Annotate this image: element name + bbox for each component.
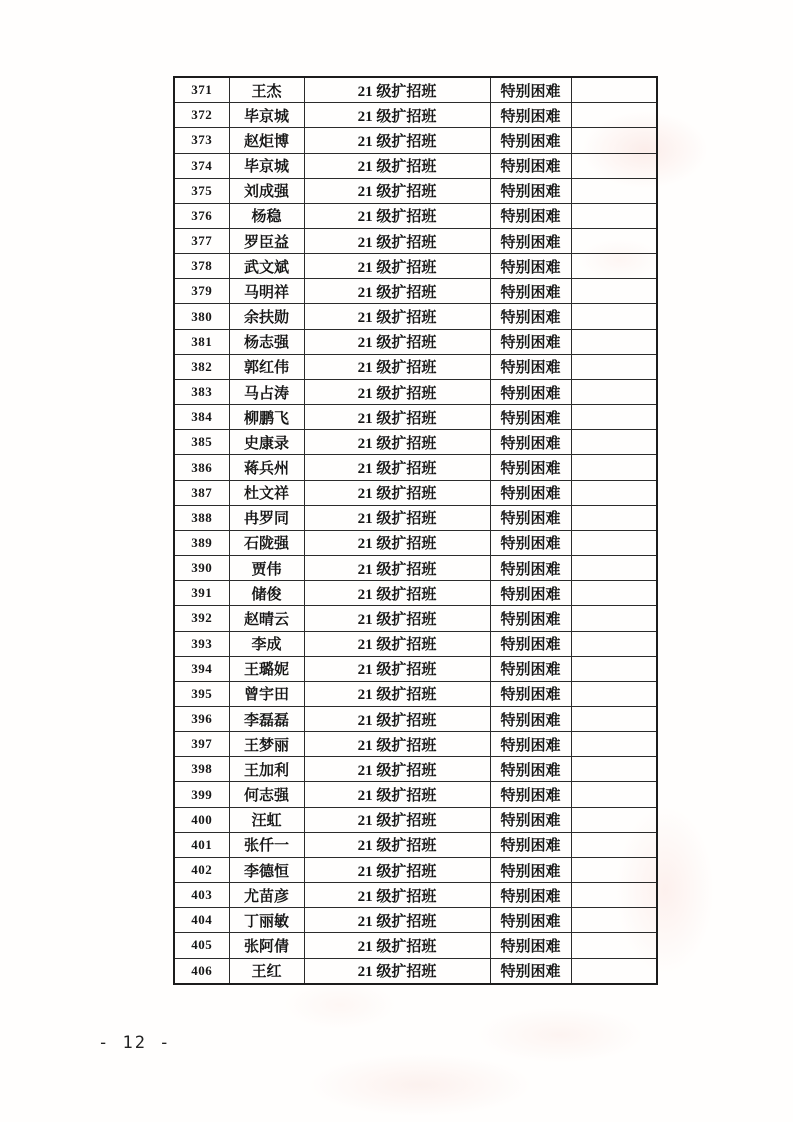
table-row	[174, 857, 657, 882]
table-row	[174, 807, 657, 832]
row-number-cell: 403	[174, 883, 229, 908]
class-cell: 21 级扩招班	[304, 908, 490, 933]
status-cell: 特别困难	[490, 581, 571, 606]
student-name-cell: 王杰	[229, 77, 304, 103]
student-name-cell: 马明祥	[229, 279, 304, 304]
student-name-cell: 汪虹	[229, 807, 304, 832]
table-row	[174, 782, 657, 807]
note-cell	[571, 103, 657, 128]
note-cell	[571, 203, 657, 228]
note-cell	[571, 329, 657, 354]
status-cell: 特别困难	[490, 379, 571, 404]
class-cell: 21 级扩招班	[304, 958, 490, 984]
row-number-cell: 385	[174, 430, 229, 455]
student-name-cell: 张阿倩	[229, 933, 304, 958]
student-name-cell: 马占涛	[229, 379, 304, 404]
table-row	[174, 883, 657, 908]
class-cell: 21 级扩招班	[304, 832, 490, 857]
status-cell: 特别困难	[490, 832, 571, 857]
status-cell: 特别困难	[490, 807, 571, 832]
class-cell: 21 级扩招班	[304, 681, 490, 706]
row-number-cell: 388	[174, 505, 229, 530]
table-row	[174, 128, 657, 153]
row-number-cell: 396	[174, 706, 229, 731]
student-name-cell: 毕京城	[229, 153, 304, 178]
student-name-cell: 储俊	[229, 581, 304, 606]
student-name-cell: 毕京城	[229, 103, 304, 128]
status-cell: 特别困难	[490, 354, 571, 379]
class-cell: 21 级扩招班	[304, 706, 490, 731]
table-row	[174, 556, 657, 581]
note-cell	[571, 606, 657, 631]
status-cell: 特别困难	[490, 77, 571, 103]
status-cell: 特别困难	[490, 405, 571, 430]
table-row	[174, 153, 657, 178]
note-cell	[571, 782, 657, 807]
row-number-cell: 391	[174, 581, 229, 606]
student-name-cell: 李德恒	[229, 857, 304, 882]
note-cell	[571, 254, 657, 279]
row-number-cell: 387	[174, 480, 229, 505]
note-cell	[571, 857, 657, 882]
status-cell: 特别困难	[490, 782, 571, 807]
table-row	[174, 757, 657, 782]
status-cell: 特别困难	[490, 505, 571, 530]
status-cell: 特别困难	[490, 556, 571, 581]
table-row	[174, 77, 657, 103]
class-cell: 21 级扩招班	[304, 631, 490, 656]
row-number-cell: 377	[174, 229, 229, 254]
note-cell	[571, 430, 657, 455]
class-cell: 21 级扩招班	[304, 505, 490, 530]
status-cell: 特别困难	[490, 656, 571, 681]
status-cell: 特别困难	[490, 732, 571, 757]
table-row	[174, 631, 657, 656]
student-name-cell: 丁丽敏	[229, 908, 304, 933]
note-cell	[571, 153, 657, 178]
class-cell: 21 级扩招班	[304, 530, 490, 555]
status-cell: 特别困难	[490, 153, 571, 178]
note-cell	[571, 530, 657, 555]
status-cell: 特别困难	[490, 103, 571, 128]
note-cell	[571, 229, 657, 254]
class-cell: 21 级扩招班	[304, 304, 490, 329]
note-cell	[571, 908, 657, 933]
class-cell: 21 级扩招班	[304, 430, 490, 455]
row-number-cell: 379	[174, 279, 229, 304]
class-cell: 21 级扩招班	[304, 329, 490, 354]
student-name-cell: 柳鹏飞	[229, 405, 304, 430]
note-cell	[571, 883, 657, 908]
class-cell: 21 级扩招班	[304, 857, 490, 882]
note-cell	[571, 77, 657, 103]
student-name-cell: 冉罗同	[229, 505, 304, 530]
student-name-cell: 王梦丽	[229, 732, 304, 757]
status-cell: 特别困难	[490, 480, 571, 505]
status-cell: 特别困难	[490, 958, 571, 984]
student-name-cell: 赵晴云	[229, 606, 304, 631]
table-row	[174, 178, 657, 203]
status-cell: 特别困难	[490, 530, 571, 555]
note-cell	[571, 354, 657, 379]
row-number-cell: 393	[174, 631, 229, 656]
student-name-cell: 余扶勋	[229, 304, 304, 329]
class-cell: 21 级扩招班	[304, 405, 490, 430]
status-cell: 特别困难	[490, 933, 571, 958]
student-name-cell: 史康录	[229, 430, 304, 455]
class-cell: 21 级扩招班	[304, 606, 490, 631]
class-cell: 21 级扩招班	[304, 480, 490, 505]
student-name-cell: 贾伟	[229, 556, 304, 581]
table-row	[174, 480, 657, 505]
row-number-cell: 373	[174, 128, 229, 153]
note-cell	[571, 732, 657, 757]
row-number-cell: 394	[174, 656, 229, 681]
class-cell: 21 级扩招班	[304, 279, 490, 304]
row-number-cell: 389	[174, 530, 229, 555]
class-cell: 21 级扩招班	[304, 782, 490, 807]
note-cell	[571, 656, 657, 681]
student-name-cell: 武文斌	[229, 254, 304, 279]
row-number-cell: 401	[174, 832, 229, 857]
class-cell: 21 级扩招班	[304, 229, 490, 254]
status-cell: 特别困难	[490, 329, 571, 354]
row-number-cell: 399	[174, 782, 229, 807]
row-number-cell: 384	[174, 405, 229, 430]
student-name-cell: 王璐妮	[229, 656, 304, 681]
student-name-cell: 郭红伟	[229, 354, 304, 379]
row-number-cell: 397	[174, 732, 229, 757]
student-name-cell: 尤苗彦	[229, 883, 304, 908]
status-cell: 特别困难	[490, 229, 571, 254]
table-row	[174, 455, 657, 480]
table-row	[174, 606, 657, 631]
class-cell: 21 级扩招班	[304, 77, 490, 103]
table-row	[174, 254, 657, 279]
class-cell: 21 级扩招班	[304, 455, 490, 480]
status-cell: 特别困难	[490, 304, 571, 329]
class-cell: 21 级扩招班	[304, 807, 490, 832]
note-cell	[571, 958, 657, 984]
table-row	[174, 832, 657, 857]
note-cell	[571, 706, 657, 731]
row-number-cell: 406	[174, 958, 229, 984]
table-row	[174, 329, 657, 354]
table-row	[174, 103, 657, 128]
row-number-cell: 386	[174, 455, 229, 480]
row-number-cell: 390	[174, 556, 229, 581]
row-number-cell: 371	[174, 77, 229, 103]
page-number: - 12 -	[98, 1033, 172, 1053]
class-cell: 21 级扩招班	[304, 581, 490, 606]
class-cell: 21 级扩招班	[304, 203, 490, 228]
table-row	[174, 681, 657, 706]
status-cell: 特别困难	[490, 178, 571, 203]
table-row	[174, 530, 657, 555]
note-cell	[571, 379, 657, 404]
table-row	[174, 430, 657, 455]
class-cell: 21 级扩招班	[304, 732, 490, 757]
class-cell: 21 级扩招班	[304, 933, 490, 958]
note-cell	[571, 556, 657, 581]
table-row	[174, 706, 657, 731]
status-cell: 特别困难	[490, 908, 571, 933]
note-cell	[571, 581, 657, 606]
row-number-cell: 381	[174, 329, 229, 354]
note-cell	[571, 279, 657, 304]
status-cell: 特别困难	[490, 279, 571, 304]
student-name-cell: 曾宇田	[229, 681, 304, 706]
table-row	[174, 958, 657, 984]
note-cell	[571, 807, 657, 832]
note-cell	[571, 505, 657, 530]
note-cell	[571, 757, 657, 782]
table-row	[174, 304, 657, 329]
student-name-cell: 李磊磊	[229, 706, 304, 731]
status-cell: 特别困难	[490, 455, 571, 480]
student-name-cell: 王加利	[229, 757, 304, 782]
status-cell: 特别困难	[490, 606, 571, 631]
note-cell	[571, 631, 657, 656]
note-cell	[571, 455, 657, 480]
row-number-cell: 372	[174, 103, 229, 128]
row-number-cell: 374	[174, 153, 229, 178]
student-name-cell: 罗臣益	[229, 229, 304, 254]
student-name-cell: 杨志强	[229, 329, 304, 354]
class-cell: 21 级扩招班	[304, 379, 490, 404]
status-cell: 特别困难	[490, 681, 571, 706]
class-cell: 21 级扩招班	[304, 178, 490, 203]
row-number-cell: 382	[174, 354, 229, 379]
note-cell	[571, 832, 657, 857]
status-cell: 特别困难	[490, 128, 571, 153]
note-cell	[571, 178, 657, 203]
status-cell: 特别困难	[490, 430, 571, 455]
row-number-cell: 378	[174, 254, 229, 279]
table-row	[174, 581, 657, 606]
note-cell	[571, 304, 657, 329]
note-cell	[571, 933, 657, 958]
class-cell: 21 级扩招班	[304, 556, 490, 581]
student-name-cell: 石陇强	[229, 530, 304, 555]
student-name-cell: 王红	[229, 958, 304, 984]
table-row	[174, 203, 657, 228]
status-cell: 特别困难	[490, 883, 571, 908]
student-name-cell: 张仟一	[229, 832, 304, 857]
status-cell: 特别困难	[490, 254, 571, 279]
class-cell: 21 级扩招班	[304, 883, 490, 908]
class-cell: 21 级扩招班	[304, 254, 490, 279]
student-name-cell: 蒋兵州	[229, 455, 304, 480]
status-cell: 特别困难	[490, 857, 571, 882]
student-name-cell: 杨稳	[229, 203, 304, 228]
row-number-cell: 375	[174, 178, 229, 203]
row-number-cell: 400	[174, 807, 229, 832]
table-row	[174, 505, 657, 530]
note-cell	[571, 681, 657, 706]
table-row	[174, 379, 657, 404]
table-row	[174, 405, 657, 430]
row-number-cell: 376	[174, 203, 229, 228]
student-name-cell: 赵炬博	[229, 128, 304, 153]
class-cell: 21 级扩招班	[304, 128, 490, 153]
table-row	[174, 279, 657, 304]
note-cell	[571, 480, 657, 505]
class-cell: 21 级扩招班	[304, 354, 490, 379]
row-number-cell: 383	[174, 379, 229, 404]
row-number-cell: 402	[174, 857, 229, 882]
table-row	[174, 354, 657, 379]
table-row	[174, 908, 657, 933]
student-name-cell: 李成	[229, 631, 304, 656]
status-cell: 特别困难	[490, 706, 571, 731]
row-number-cell: 405	[174, 933, 229, 958]
note-cell	[571, 405, 657, 430]
row-number-cell: 404	[174, 908, 229, 933]
class-cell: 21 级扩招班	[304, 757, 490, 782]
status-cell: 特别困难	[490, 631, 571, 656]
note-cell	[571, 128, 657, 153]
table-row	[174, 656, 657, 681]
row-number-cell: 380	[174, 304, 229, 329]
class-cell: 21 级扩招班	[304, 153, 490, 178]
row-number-cell: 398	[174, 757, 229, 782]
table-row	[174, 732, 657, 757]
student-name-cell: 杜文祥	[229, 480, 304, 505]
table-row	[174, 933, 657, 958]
student-hardship-table	[173, 76, 658, 985]
status-cell: 特别困难	[490, 203, 571, 228]
row-number-cell: 392	[174, 606, 229, 631]
status-cell: 特别困难	[490, 757, 571, 782]
student-name-cell: 刘成强	[229, 178, 304, 203]
row-number-cell: 395	[174, 681, 229, 706]
class-cell: 21 级扩招班	[304, 103, 490, 128]
class-cell: 21 级扩招班	[304, 656, 490, 681]
student-name-cell: 何志强	[229, 782, 304, 807]
table-row	[174, 229, 657, 254]
